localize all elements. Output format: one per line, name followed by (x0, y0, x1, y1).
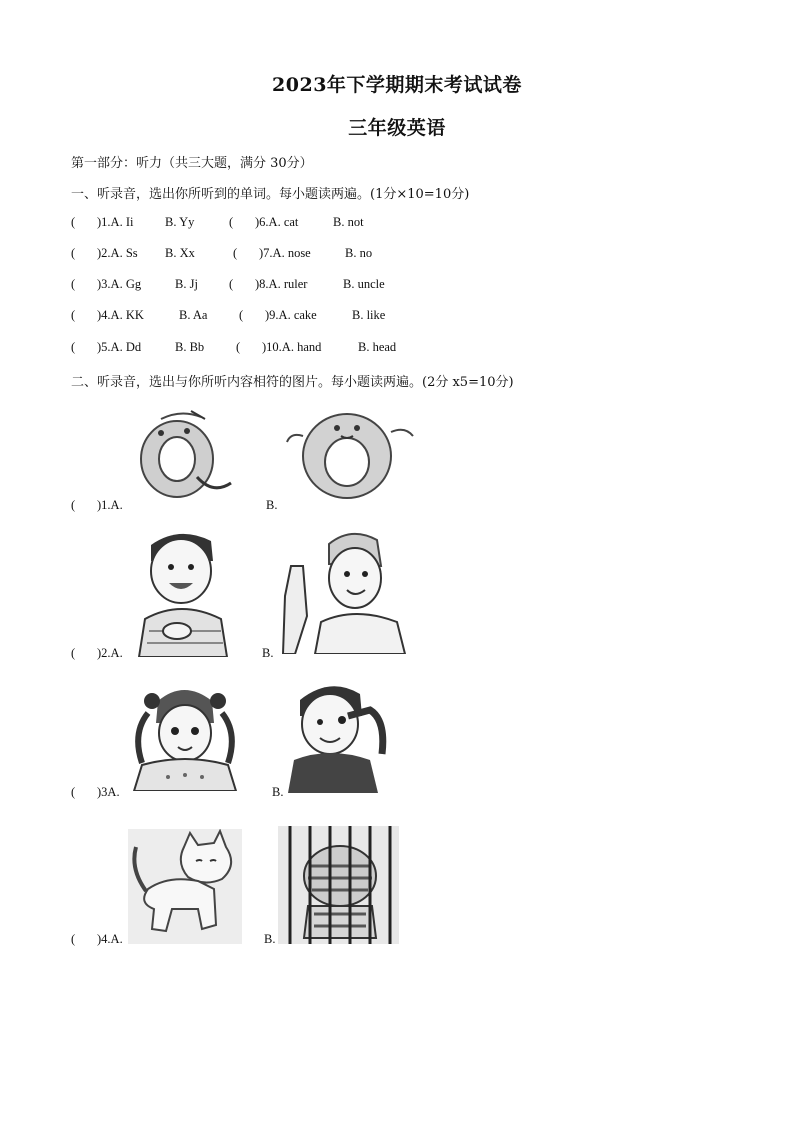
girl-touching-head-picture[interactable] (128, 683, 242, 791)
tiger-in-cage-picture[interactable] (278, 826, 399, 944)
letter-q-illustration (131, 407, 236, 499)
option-b: B. head (358, 340, 397, 354)
option-b: B. uncle (343, 277, 385, 291)
answer-bracket[interactable]: ( (229, 277, 234, 291)
exam-title: 2023年下学期期末考试试卷 (272, 74, 522, 96)
option-b: B. (262, 646, 274, 660)
boy-illustration (286, 680, 396, 793)
part1-heading: 第一部分：听力（共三大题，满分 30分） (71, 156, 313, 171)
letter-o-picture[interactable] (285, 402, 417, 500)
tiger-illustration (278, 826, 399, 944)
option-b: B. Jj (175, 277, 198, 291)
answer-bracket[interactable]: ( (71, 785, 76, 799)
option-a: )7.A. nose (259, 246, 311, 260)
option-a: )3.A. Gg (97, 277, 142, 291)
option-b: B. (264, 932, 276, 946)
cat-picture[interactable] (128, 829, 242, 944)
answer-bracket[interactable]: ( (71, 932, 76, 946)
boy-pointing-eye-picture[interactable] (286, 680, 396, 793)
option-a: )10.A. hand (262, 340, 322, 354)
answer-bracket[interactable]: ( (71, 646, 76, 660)
answer-bracket[interactable]: ( (71, 340, 76, 354)
option-a: )6.A. cat (255, 215, 299, 229)
option-a: )2.A. (97, 646, 123, 660)
boy-waving-picture[interactable] (281, 526, 418, 654)
answer-bracket[interactable]: ( (233, 246, 238, 260)
answer-bracket[interactable]: ( (229, 215, 234, 229)
letter-o-illustration (285, 402, 417, 500)
letter-q-picture[interactable] (131, 407, 236, 499)
option-a: )1.A. Ii (97, 215, 134, 229)
section2-instruction: 二、听录音，选出与你所听内容相符的图片。每小题读两遍。(2分 x5=10分) (71, 375, 514, 390)
option-b: B. not (333, 215, 364, 229)
option-a: )8.A. ruler (255, 277, 308, 291)
answer-bracket[interactable]: ( (239, 308, 244, 322)
option-b: B. Yy (165, 215, 195, 229)
exam-subtitle: 三年级英语 (348, 117, 446, 139)
option-b: B. Xx (165, 246, 195, 260)
option-a: )4.A. (97, 932, 123, 946)
option-b: B. Bb (175, 340, 205, 354)
option-b: B. (272, 785, 284, 799)
option-a: )2.A. Ss (97, 246, 138, 260)
option-b: B. (266, 498, 278, 512)
option-b: B. Aa (179, 308, 208, 322)
option-a: )1.A. (97, 498, 123, 512)
answer-bracket[interactable]: ( (236, 340, 241, 354)
option-b: B. like (352, 308, 386, 322)
answer-bracket[interactable]: ( (71, 308, 76, 322)
option-a: )4.A. KK (97, 308, 144, 322)
option-a: )3A. (97, 785, 120, 799)
answer-bracket[interactable]: ( (71, 498, 76, 512)
option-b: B. no (345, 246, 373, 260)
cat-illustration (128, 829, 242, 944)
boy-illustration (281, 526, 418, 654)
option-a: )5.A. Dd (97, 340, 142, 354)
boy-illustration (129, 527, 244, 657)
option-a: )9.A. cake (265, 308, 317, 322)
boy-hand-on-chest-picture[interactable] (129, 527, 244, 657)
girl-illustration (128, 683, 242, 791)
answer-bracket[interactable]: ( (71, 215, 76, 229)
answer-bracket[interactable]: ( (71, 246, 76, 260)
section1-instruction: 一、听录音，选出你所听到的单词。每小题读两遍。(1分×10=10分) (71, 187, 470, 202)
answer-bracket[interactable]: ( (71, 277, 76, 291)
